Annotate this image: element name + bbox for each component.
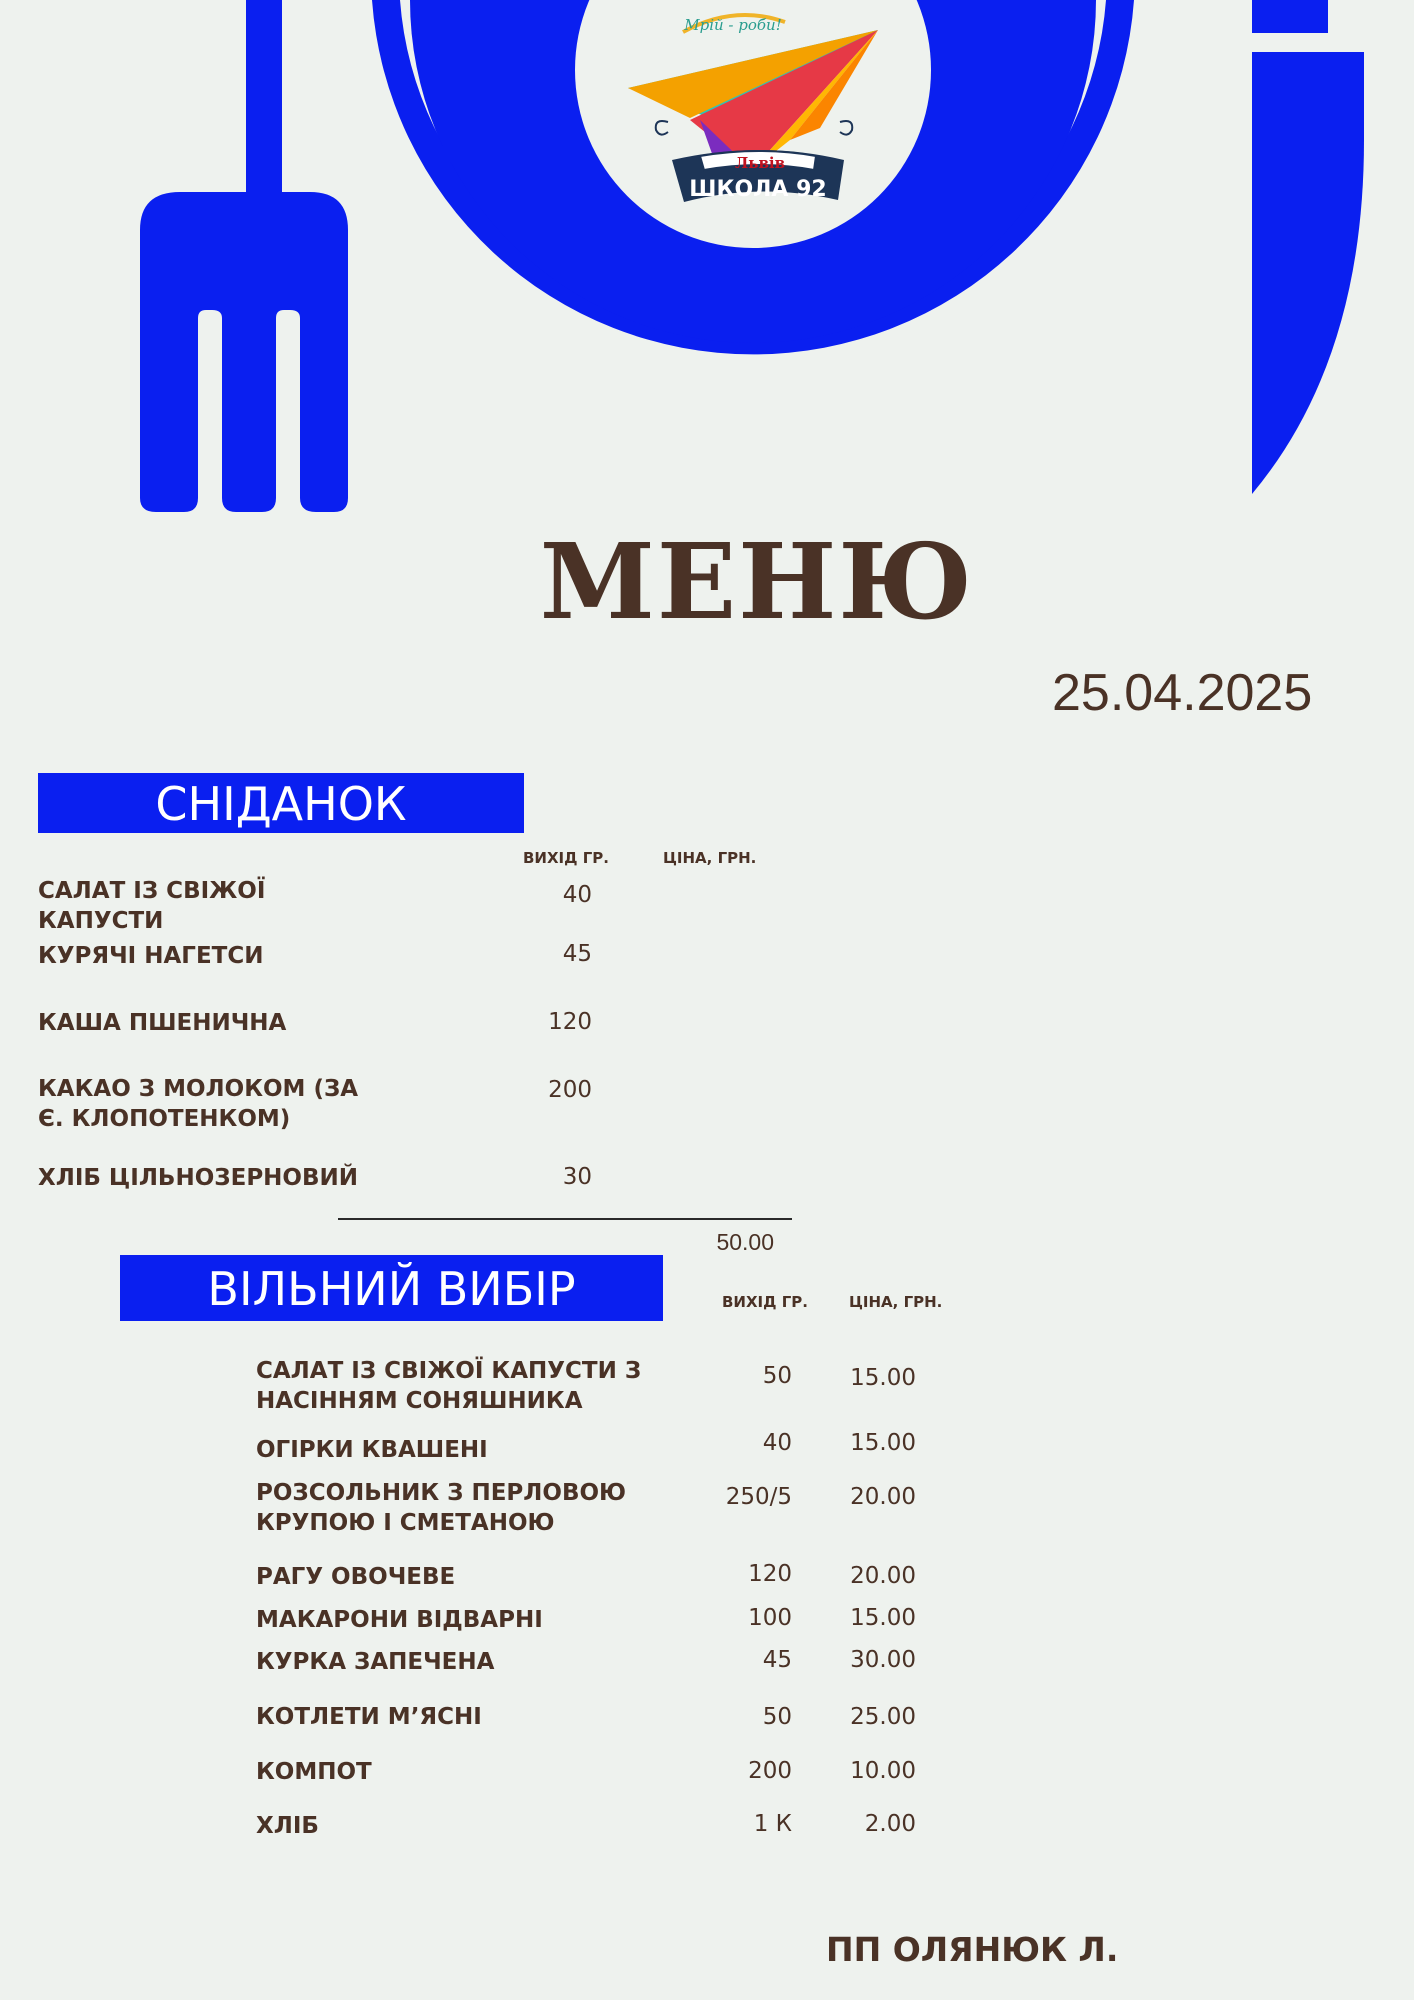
free-choice-item-weight: 1 К (753, 1811, 792, 1837)
page-title: МЕНЮ (539, 520, 975, 643)
free-choice-item-price: 2.00 (864, 1811, 916, 1837)
free-choice-item-price: 20.00 (850, 1484, 916, 1510)
free-choice-item-name: РОЗСОЛЬНИК З ПЕРЛОВОЮ КРУПОЮ І СМЕТАНОЮ (256, 1480, 627, 1536)
free-choice-item-weight: 50 (762, 1704, 792, 1730)
breakfast-item-name: САЛАТ ІЗ СВІЖОЇ КАПУСТИ (38, 878, 266, 934)
breakfast-item-name: КАКАО З МОЛОКОМ (ЗА Є. КЛОПОТЕНКОМ) (38, 1076, 359, 1132)
free-choice-item-price: 20.00 (850, 1563, 916, 1589)
free-choice-item-price: 15.00 (850, 1365, 916, 1391)
breakfast-total-price: 50.00 (716, 1229, 774, 1255)
breakfast-item-weight: 30 (562, 1164, 592, 1190)
free-choice-item-price: 10.00 (850, 1758, 916, 1784)
knife-icon (1252, 0, 1364, 494)
breakfast-item-weight: 200 (548, 1077, 592, 1103)
signature: ПП ОЛЯНЮК Л. (826, 1930, 1119, 1969)
free-choice-item-weight: 50 (762, 1363, 792, 1389)
breakfast-item-weight: 120 (548, 1009, 592, 1035)
logo-city: Львів (735, 154, 785, 172)
free-choice-item-price: 15.00 (850, 1605, 916, 1631)
free-choice-item-weight: 100 (748, 1605, 792, 1631)
free-choice-item-name: МАКАРОНИ ВІДВАРНІ (256, 1607, 543, 1633)
free-choice-item-weight: 120 (748, 1561, 792, 1587)
breakfast-item-name: КАША ПШЕНИЧНА (38, 1010, 287, 1036)
breakfast-item-name: КУРЯЧІ НАГЕТСИ (38, 943, 264, 969)
breakfast-price-header: ЦІНА, ГРН. (663, 849, 757, 867)
free-choice-item-name: КУРКА ЗАПЕЧЕНА (256, 1649, 495, 1675)
free-choice-item-price: 30.00 (850, 1647, 916, 1673)
breakfast-item-weight: 45 (562, 941, 592, 967)
total-divider (338, 1218, 792, 1220)
free-choice-banner: ВІЛЬНИЙ ВИБІР (120, 1255, 663, 1321)
free-choice-item-name: ОГІРКИ КВАШЕНІ (256, 1437, 488, 1463)
free-choice-item-name: КОМПОТ (256, 1759, 372, 1785)
menu-date: 25.04.2025 (1052, 664, 1313, 722)
free-choice-item-name: САЛАТ ІЗ СВІЖОЇ КАПУСТИ З НАСІННЯМ СОНЯШНИКА (256, 1358, 642, 1414)
free-choice-item-name: ХЛІБ (256, 1813, 319, 1839)
free-choice-item-price: 25.00 (850, 1704, 916, 1730)
free-choice-item-weight: 40 (762, 1430, 792, 1456)
free-choice-weight-header: ВИХІД ГР. (722, 1293, 808, 1311)
free-choice-item-price: 15.00 (850, 1430, 916, 1456)
breakfast-weight-header: ВИХІД ГР. (523, 849, 609, 867)
free-choice-item-weight: 200 (748, 1758, 792, 1784)
breakfast-item-weight: 40 (562, 882, 592, 908)
logo-top-text: Мрій - роби! (684, 16, 782, 34)
fork-icon (140, 0, 348, 512)
tableware-decoration (0, 0, 1414, 520)
free-choice-item-name: КОТЛЕТИ М’ЯСНІ (256, 1704, 482, 1730)
breakfast-banner: СНІДАНОК (38, 773, 524, 833)
free-choice-item-name: РАГУ ОВОЧЕВЕ (256, 1564, 456, 1590)
breakfast-item-name: ХЛІБ ЦІЛЬНОЗЕРНОВИЙ (38, 1165, 359, 1191)
free-choice-item-weight: 45 (762, 1647, 792, 1673)
free-choice-item-weight: 250/5 (725, 1484, 792, 1510)
free-choice-price-header: ЦІНА, ГРН. (849, 1293, 943, 1311)
logo-school: ШКОЛА 92 (689, 177, 827, 202)
